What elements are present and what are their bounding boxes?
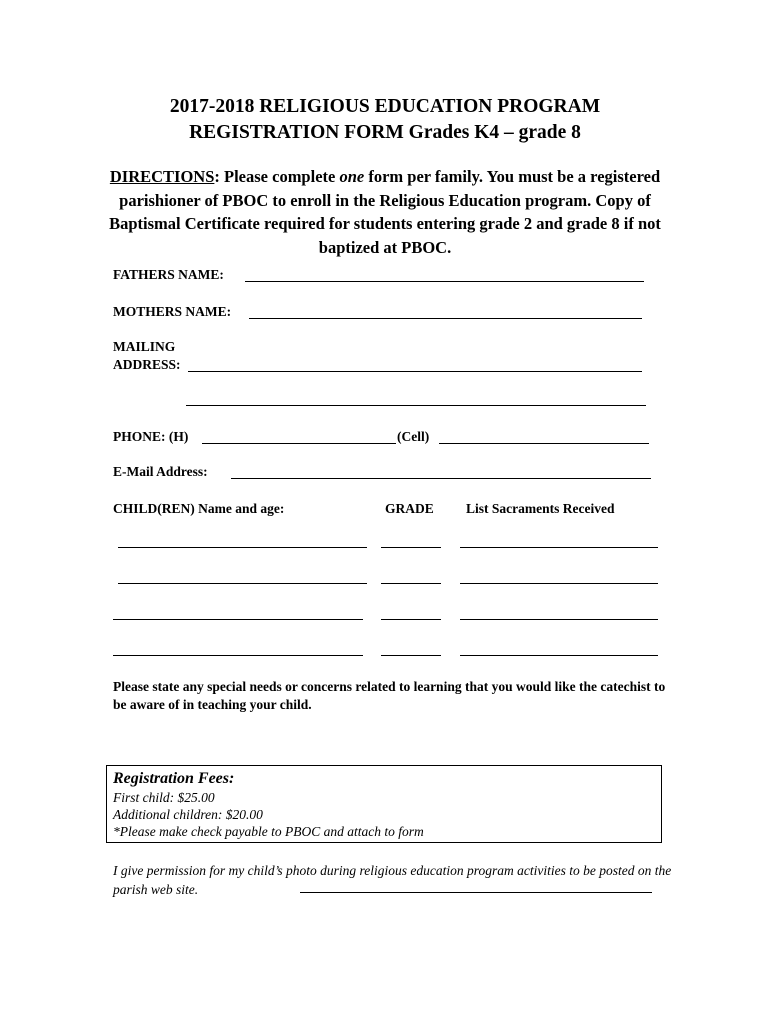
grade-header: GRADE (385, 501, 434, 516)
registration-fees-box (106, 765, 662, 843)
directions-paragraph (85, 165, 685, 259)
child-4-grade-field[interactable] (381, 655, 441, 656)
email-label: E-Mail Address: (113, 464, 208, 479)
form-title-line-2: REGISTRATION FORM Grades K4 – grade 8 (189, 122, 581, 143)
special-needs-prompt: Please state any special needs or concerns related to learning that you would like the catechist to be aware of in teaching your child. (113, 679, 666, 712)
child-1-grade-field[interactable] (381, 547, 441, 548)
child-2-sacraments-field[interactable] (460, 583, 658, 584)
photo-permission-text: I give permission for my child’s photo during religious education program activities to be posted on the parish web site. (113, 863, 672, 897)
directions-text-a: : Please complete (214, 167, 340, 186)
fees-heading: Registration Fees: (113, 770, 235, 787)
directions-emphasis: one (339, 167, 365, 186)
directions-text-b: form per family. You must be a registered parishioner of PBOC to enroll in the Religious Education program. Copy of Baptismal Certificate required for students entering grade 2 and grade 8 if not baptized at PBOC. (109, 167, 661, 257)
form-title-line-1: 2017-2018 RELIGIOUS EDUCATION PROGRAM (169, 96, 601, 117)
child-1-name-field[interactable] (118, 547, 367, 548)
child-3-grade-field[interactable] (381, 619, 441, 620)
phone-home-field[interactable] (202, 443, 396, 444)
email-field[interactable] (231, 478, 651, 479)
child-3-name-field[interactable] (113, 619, 363, 620)
directions-label: DIRECTIONS (109, 167, 215, 186)
photo-permission-signature-field[interactable] (300, 892, 652, 893)
mothers-name-field[interactable] (249, 318, 642, 319)
child-4-name-field[interactable] (113, 655, 363, 656)
fees-additional-children: Additional children: $20.00 (113, 807, 263, 822)
phone-cell-field[interactable] (439, 443, 649, 444)
phone-home-label: PHONE: (H) (113, 429, 189, 444)
mothers-name-label: MOTHERS NAME: (113, 304, 232, 319)
child-1-sacraments-field[interactable] (460, 547, 658, 548)
sacraments-header: List Sacraments Received (466, 501, 615, 516)
address-field-line-2[interactable] (186, 405, 646, 406)
child-2-name-field[interactable] (118, 583, 367, 584)
child-3-sacraments-field[interactable] (460, 619, 658, 620)
child-name-header: CHILD(REN) Name and age: (113, 501, 285, 516)
fees-check-note: *Please make check payable to PBOC and attach to form (113, 824, 424, 839)
phone-cell-label: (Cell) (397, 429, 430, 444)
child-2-grade-field[interactable] (381, 583, 441, 584)
child-4-sacraments-field[interactable] (460, 655, 658, 656)
fathers-name-label: FATHERS NAME: (113, 267, 224, 282)
fathers-name-field[interactable] (245, 281, 644, 282)
mailing-label: MAILING (113, 339, 176, 354)
address-label: ADDRESS: (113, 357, 181, 372)
fees-first-child: First child: $25.00 (113, 790, 215, 805)
address-field-line-1[interactable] (188, 371, 642, 372)
